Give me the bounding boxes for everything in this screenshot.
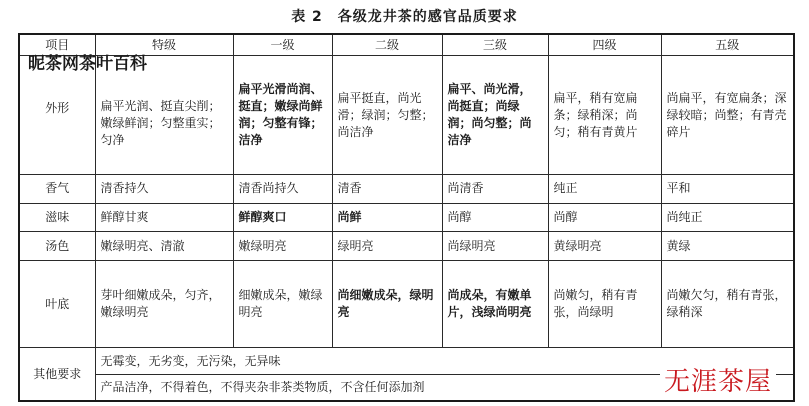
cell-text: 扁平光滑尚润、挺直；嫩绿尚鲜润；匀整有锋；洁净: [238, 82, 323, 148]
table-cell: 黄绿明亮: [548, 232, 661, 261]
other-requirement-2: 产品洁净，不得着色，不得夹杂非茶类物质，不含任何添加剂: [95, 374, 794, 401]
row-label: 外形: [45, 101, 70, 115]
table-cell: 绿明亮: [332, 232, 442, 261]
table-cell: 嫩绿明亮、清澈: [95, 232, 233, 261]
table-cell: 尚醇: [548, 203, 661, 232]
header-cell: 四级: [548, 34, 661, 56]
cell-text: 扁平，稍有宽扁条；绿稍深；尚匀；稍有青黄片: [553, 90, 638, 139]
table-row: [19, 261, 794, 348]
table-cell: 芽叶细嫩成朵，匀齐，嫩绿明亮: [95, 261, 233, 348]
table-cell: 清香: [332, 175, 442, 204]
corner-stamp: 无涯茶屋: [660, 361, 776, 398]
table-cell: [548, 56, 661, 175]
cell-text: 扁平挺直，尚光滑；绿润；匀整；尚洁净: [337, 90, 434, 139]
table-cell: 细嫩成朵，嫩绿明亮: [233, 261, 332, 348]
table-cell: [332, 56, 442, 175]
table-cell: [442, 56, 548, 175]
header-cell: 一级: [233, 34, 332, 56]
watermark: 昵茶网茶叶百科: [28, 54, 147, 74]
table-cell: 鲜醇甘爽: [95, 203, 233, 232]
table-cell: 尚嫩欠匀，稍有青张，绿稍深: [661, 261, 794, 348]
table-row: [19, 232, 794, 261]
table-cell: 嫩绿明亮: [233, 232, 332, 261]
table-cell: 尚纯正: [661, 203, 794, 232]
other-requirement-1: 无霉变，无劣变，无污染，无异味: [95, 348, 794, 375]
row-label-cell: [19, 54, 147, 175]
table-cell: 平和: [661, 175, 794, 204]
table-cell: 鲜醇爽口: [233, 203, 332, 232]
table-cell: 黄绿: [661, 232, 794, 261]
row-label: 叶底: [19, 261, 95, 348]
table-cell: 纯正: [548, 175, 661, 204]
table-cell: [661, 56, 794, 175]
row-label: 滋味: [19, 203, 95, 232]
table-title: 表 2 各级龙井茶的感官品质要求: [291, 9, 518, 25]
table-cell: 清香持久: [95, 175, 233, 204]
table-row: [19, 175, 794, 204]
row-label: 香气: [19, 175, 95, 204]
row-label: 汤色: [19, 232, 95, 261]
table-row: [19, 203, 794, 232]
table-cell: [233, 56, 332, 175]
table-cell: 尚清香: [442, 175, 548, 204]
cell-text: 扁平光润、挺直尖削；嫩绿鲜润；匀整重实；匀净: [100, 98, 221, 147]
cell-text: 尚扁平，有宽扁条；深绿较暗；尚整；有青壳碎片: [666, 90, 787, 139]
cell-text: 扁平、尚光滑，尚挺直；尚绿润；尚匀整；尚洁净: [447, 82, 532, 148]
table-row: [19, 56, 794, 175]
header-cell: 项目: [19, 34, 95, 56]
table-cell: 尚嫩匀，稍有青张，尚绿明: [548, 261, 661, 348]
table-cell: 尚鲜: [332, 203, 442, 232]
table-cell: 清香尚持久: [233, 175, 332, 204]
table-cell: 尚细嫩成朵，绿明亮: [332, 261, 442, 348]
table-cell: 尚绿明亮: [442, 232, 548, 261]
header-row: [19, 34, 794, 56]
header-cell: 二级: [332, 34, 442, 56]
table-cell: 尚成朵，有嫩单片，浅绿尚明亮: [442, 261, 548, 348]
table-cell: 尚醇: [442, 203, 548, 232]
quality-table: [18, 33, 795, 402]
header-cell: 三级: [442, 34, 548, 56]
header-cell: 五级: [661, 34, 794, 56]
row-label: 其他要求: [19, 348, 95, 401]
header-cell: 特级: [95, 34, 233, 56]
